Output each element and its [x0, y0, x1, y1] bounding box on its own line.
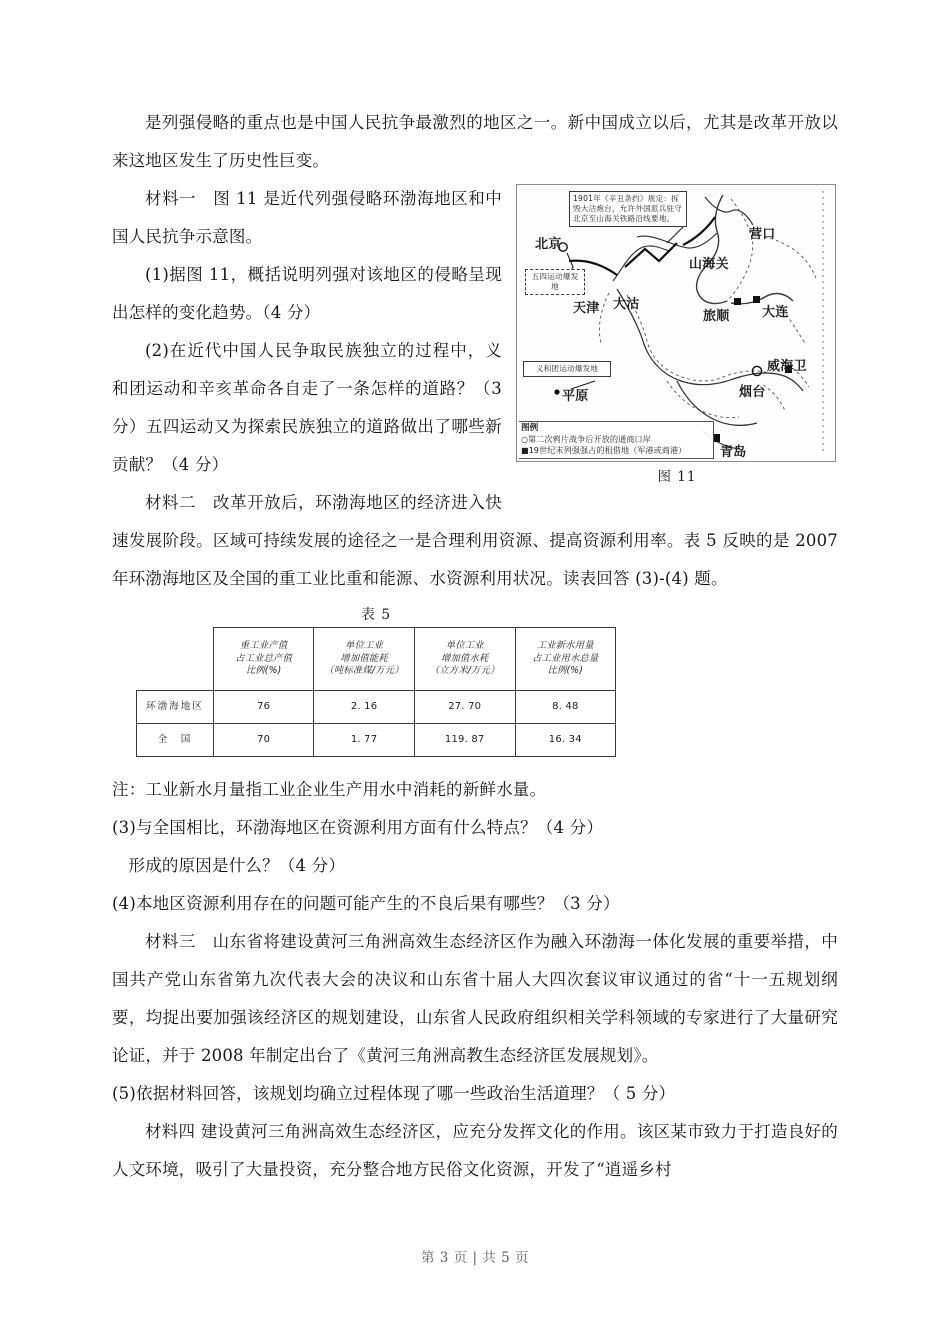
- callout-xinchou-text: 1901年《辛丑条约》规定：拆毁大沽炮台，允许外国派兵驻守北京至山海关铁路沿线要地。: [573, 194, 683, 223]
- question-4: (4)本地区资源利用存在的问题可能产生的不良后果有哪些？（3 分）: [112, 894, 620, 913]
- question-3a: (3)与全国相比，环渤海地区在资源利用方面有什么特点？（4 分）: [112, 818, 604, 837]
- question-1: (1)据图 11，概括说明列强对该地区的侵略呈现出怎样的变化趋势。（4 分）: [112, 265, 502, 322]
- header-line-1: 单位工业: [345, 640, 384, 652]
- map-label-shanhaiguan: 山海关: [689, 257, 729, 272]
- legend-title: 图例: [521, 423, 539, 433]
- table-header-row: [137, 628, 616, 691]
- table-header-water-intensity: [414, 628, 515, 691]
- map-label-dagu: 大沽: [613, 297, 640, 312]
- callout-may-fourth-text: 五四运动爆发地: [531, 272, 579, 291]
- cell-bohai-energy-intensity: 2. 16: [314, 691, 415, 724]
- header-line-1: 重工业产值: [239, 640, 288, 652]
- map-label-tianjin: 天津: [573, 301, 600, 316]
- header-line-1: 工业新水用量: [536, 640, 594, 652]
- paragraph-intro: 是列强侵略的重点也是中国人民抗争最激烈的地区之一。新中国成立以后，尤其是改革开放以来这地区发生了历史性巨变。: [112, 113, 838, 170]
- figure-11: [516, 184, 838, 485]
- square-symbol-icon: ■: [521, 446, 529, 455]
- header-line-3: 比例(%): [547, 665, 584, 677]
- map-label-yantai: 烟台: [739, 385, 766, 400]
- header-line-3: 比例(%): [245, 665, 282, 677]
- map-label-yingkou: 营口: [749, 227, 776, 242]
- map-label-weihaiwei: 威海卫: [767, 359, 807, 374]
- callout-xinchou-treaty: [569, 191, 687, 227]
- cell-bohai-fresh-water-share: 8. 48: [515, 691, 615, 724]
- legend-item-leased-territory-label: 19世纪末列强强占的租借地（军港或商港）: [528, 445, 687, 455]
- question-2: (2)在近代中国人民争取民族独立的过程中，义和团运动和辛亥革命各自走了一条怎样的道路？（3 分）五四运动又为探索民族独立的道路做出了哪些新贡献？（4 分）: [112, 341, 502, 474]
- map-label-dalian: 大连: [762, 305, 789, 320]
- paragraph-material-four: 材料四 建设黄河三角洲高效生态经济区，应充分发挥文化的作用。该区某市致力于打造良好的人文环境，吸引了大量投资，充分整合地方民俗文化资源，开发了“逍遥乡村: [112, 1122, 838, 1179]
- paragraph-material-three: 材料三 山东省将建设黄河三角洲高效生态经济区作为融入环渤海一体化发展的重要举措，中国共产党山东省第九次代表大会的决议和山东省十届人大四次套议审议通过的省“十一五规划纲要，均捉出要加强该经济区的规划建设，山东省人民政府组织相关学科领域的专家进行了大量研究论证，并于 2008 年制定出台了《黄河三角洲高教生态经济匡发展规划》。: [112, 932, 838, 1065]
- map-label-beijing: 北京: [535, 237, 562, 252]
- callout-boxer-text: 义和团运动爆发地: [535, 364, 599, 373]
- header-line-1: 单位工业: [445, 640, 484, 652]
- cell-national-energy-intensity: 1. 77: [314, 724, 415, 757]
- figure-caption: 图 11: [657, 469, 697, 485]
- table-5-container: [112, 604, 838, 757]
- map-image: [516, 184, 836, 462]
- question-5: (5)依据材料回答，该规划均确立过程体现了哪一些政治生活道理？（ 5 分）: [112, 1084, 676, 1103]
- page-content: [112, 104, 838, 1189]
- legend-item-treaty-port-label: 第二次鸦片战争后开放的通商口岸: [527, 434, 651, 444]
- cell-bohai-water-intensity: 27. 70: [414, 691, 515, 724]
- page-footer: 第 3 页 | 共 5 页: [421, 1250, 529, 1266]
- cell-national-fresh-water-share: 16. 34: [515, 724, 615, 757]
- table-header-heavy-industry-share: [213, 628, 313, 691]
- row-label-nationwide: 全 国: [137, 724, 214, 757]
- paragraph-material-one: 材料一 图 11 是近代列强侵略环渤海地区和中国人民抗争示意图。: [112, 189, 502, 246]
- map-label-pingyuan: 平原: [562, 389, 589, 404]
- table-header-fresh-water-share: [515, 628, 615, 691]
- paragraph-material-two: 材料二 改革开放后，环渤海地区的经济进入快速发展阶段。区域可持续发展的途径之一是合理利用资源、提高资源利用率。表 5 反映的是 2007 年环渤海地区及全国的重工业比重和能源、水资源利用状况。读表回答 (3)-(4) 题。: [112, 493, 838, 588]
- row-label-bohai-rim: 环渤海地区: [137, 691, 214, 724]
- legend-item-treaty-port: [521, 434, 711, 445]
- material1-with-figure: [112, 180, 838, 598]
- table-row: [137, 691, 616, 724]
- cell-national-heavy-industry-share: 70: [213, 724, 313, 757]
- map-legend: [519, 421, 714, 459]
- header-line-2: 增加值水耗: [440, 652, 489, 664]
- header-line-3: （立方米/万元）: [429, 665, 500, 677]
- callout-may-fourth: [525, 269, 585, 295]
- callout-boxer-uprising: [523, 361, 611, 377]
- header-line-2: 增加值能耗: [340, 652, 388, 664]
- table-header-energy-intensity: [314, 628, 415, 691]
- table-corner-cell: [137, 628, 214, 691]
- question-3b: 形成的原因是什么？（4 分）: [128, 856, 346, 875]
- table-title: 表 5: [360, 607, 392, 623]
- cell-national-water-intensity: 119. 87: [414, 724, 515, 757]
- map-label-qingdao: 青岛: [720, 445, 747, 460]
- header-line-3: （吨标准煤/万元）: [324, 665, 404, 677]
- header-line-2: 占工业总产值: [235, 652, 293, 664]
- circle-symbol-icon: ○: [521, 435, 528, 444]
- cell-bohai-heavy-industry-share: 76: [213, 691, 313, 724]
- map-label-lvshun: 旅顺: [703, 309, 730, 324]
- table-row: [137, 724, 616, 757]
- table-5: [136, 627, 616, 757]
- legend-item-leased-territory: [521, 445, 711, 456]
- header-line-2: 占工业用水总量: [532, 652, 599, 664]
- table-note: 注：工业新水月量指工业企业生产用水中消耗的新鲜水量。: [112, 780, 547, 799]
